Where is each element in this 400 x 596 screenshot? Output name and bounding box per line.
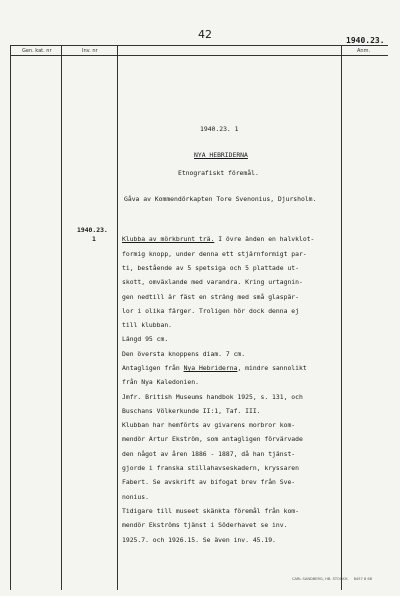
- donor-line: Gåva av Kommendörkapten Tore Svenonius, Djursholm.: [124, 195, 317, 203]
- column-header-gen-kat-nr: Gen. kat. nr: [22, 48, 52, 54]
- description-line: Fabert. Se avskrift av bifogat brev från Sve-: [122, 478, 296, 486]
- entry-number-heading: 1940.23. 1: [200, 125, 239, 133]
- description-line: Jmfr. British Museums handbok 1925, s. 131, och: [122, 393, 303, 401]
- category-line: Etnografiskt föremål.: [178, 169, 259, 177]
- description-line: 1925.7. och 1926.15. Se även inv. 45.19.: [122, 536, 276, 544]
- description-line: Buschans Völkerkunde II:1, Taf. III.: [122, 407, 261, 415]
- description-line: formig knopp, under denna ett stjärnformigt par-: [122, 250, 307, 258]
- description-line: lor i olika färger. Troligen hör dock denna ej: [122, 307, 299, 315]
- col-divider-2: [117, 45, 118, 590]
- description-line: Den översta knoppens diam. 7 cm.: [122, 350, 246, 358]
- column-header-inv-nr: Inv. nr: [82, 48, 98, 54]
- form-code: 8457 8 68: [353, 577, 372, 581]
- description-line: från Nya Kaledonien.: [122, 378, 199, 386]
- description-line: den något av åren 1886 - 1887, då han tjänst-: [122, 450, 296, 458]
- inv-subnumber: 1: [92, 235, 96, 243]
- inv-number: 1940.23.: [77, 226, 108, 234]
- description-line: till klubban.: [122, 321, 173, 329]
- year-header: 1940.23.: [346, 36, 385, 45]
- col-divider-1: [61, 45, 62, 590]
- description-line: skott, omväxlande med varandra. Kring urtagnin-: [122, 278, 303, 286]
- description-line: Klubba av mörkbrunt trä. I övre änden en halvklot-: [122, 235, 315, 243]
- col-divider-3: [341, 45, 342, 590]
- description-line: Längd 95 cm.: [122, 335, 169, 343]
- description-line: nonius.: [122, 493, 149, 501]
- printer-imprint: [292, 577, 372, 581]
- description-line: Tidigare till museet skänkta föremål från kom-: [122, 507, 299, 515]
- left-border: [10, 45, 11, 590]
- description-line: Antagligen från Nya Hebriderna, mindre sannolikt: [122, 364, 307, 372]
- description-line: gen nedtill är fäst en sträng med små glaspär-: [122, 293, 299, 301]
- header-top-rule: [10, 45, 388, 46]
- description-line: ti, bestående av 5 spetsiga och 5 plattade ut-: [122, 264, 299, 272]
- region-heading: NYA HEBRIDERNA: [194, 151, 248, 159]
- description-line: mendör Artur Ekström, som antagligen förvärvade: [122, 435, 303, 443]
- description-line: mendör Ekströms tjänst i Söderhavet se inv.: [122, 521, 288, 529]
- description-line: Klubban har hemförts av givarens morbror kom-: [122, 421, 296, 429]
- header-bottom-rule: [10, 55, 388, 56]
- page-number: 42: [198, 28, 212, 41]
- printer-name: CARL SANDBERG, HB. STOCKH.: [291, 577, 349, 581]
- description-line: gjorde i franska stillahavseskadern, kryssaren: [122, 464, 299, 472]
- column-header-anm: Anm.: [357, 48, 371, 54]
